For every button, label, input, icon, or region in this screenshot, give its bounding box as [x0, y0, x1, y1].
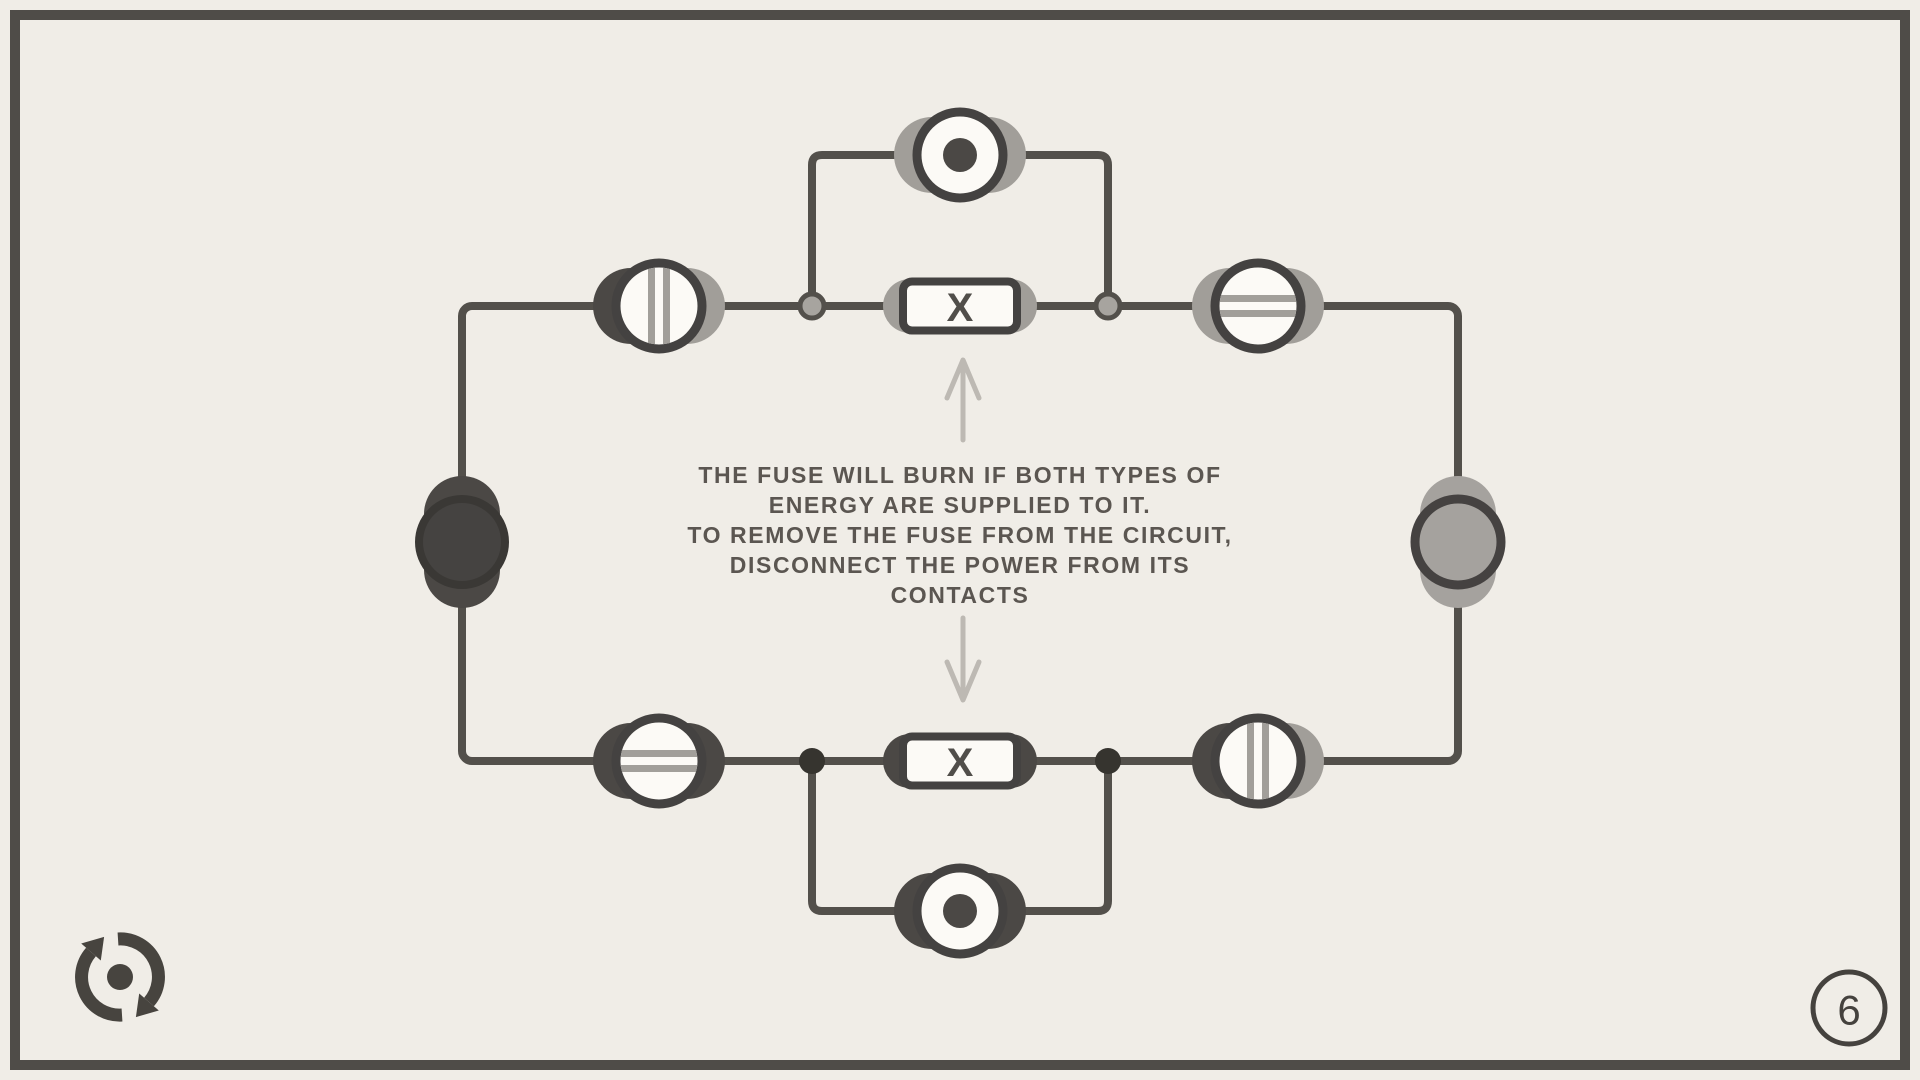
dot-node-top[interactable] — [894, 112, 1026, 198]
restart-button[interactable] — [81, 937, 159, 1017]
power-source-light-body — [1415, 499, 1501, 585]
junction-bottom-left — [799, 748, 825, 774]
fuse-top-label: X — [946, 286, 974, 330]
instruction-line: CONTACTS — [890, 582, 1030, 608]
junction-bottom-right — [1095, 748, 1121, 774]
junction-top-left — [800, 294, 824, 318]
instruction-line: THE FUSE WILL BURN IF BOTH TYPES OF — [698, 462, 1222, 488]
instruction-text — [550, 460, 1370, 610]
arrow-down-icon — [947, 618, 979, 700]
striped-node-top-right[interactable] — [1192, 263, 1324, 349]
striped-node-bottom-right-body — [1215, 718, 1301, 804]
level-badge — [1813, 972, 1885, 1044]
striped-node-top-left-body — [616, 263, 702, 349]
fuse-bottom-label: X — [946, 741, 974, 785]
striped-node-bottom-left-body — [616, 718, 702, 804]
power-source-light[interactable] — [1415, 476, 1501, 608]
level-number: 6 — [1837, 986, 1861, 1034]
striped-node-top-left[interactable] — [593, 263, 725, 349]
striped-node-bottom-left[interactable] — [593, 718, 725, 804]
junction-top-right — [1096, 294, 1120, 318]
striped-node-bottom-right[interactable] — [1192, 718, 1324, 804]
fuse-bottom[interactable] — [883, 734, 1037, 788]
power-source-dark-body — [419, 499, 505, 585]
dot-node-top-core — [943, 138, 977, 172]
dot-node-bottom-core — [943, 894, 977, 928]
instruction-line: ENERGY ARE SUPPLIED TO IT. — [768, 492, 1152, 518]
fuse-top[interactable] — [883, 279, 1037, 333]
instruction-line: DISCONNECT THE POWER FROM ITS — [729, 552, 1191, 578]
restart-icon — [81, 937, 159, 1017]
dot-node-bottom[interactable] — [894, 868, 1026, 954]
arrow-up-icon — [947, 360, 979, 440]
power-source-dark[interactable] — [419, 476, 505, 608]
instruction-line: TO REMOVE THE FUSE FROM THE CIRCUIT, — [687, 522, 1233, 548]
striped-node-top-right-body — [1215, 263, 1301, 349]
